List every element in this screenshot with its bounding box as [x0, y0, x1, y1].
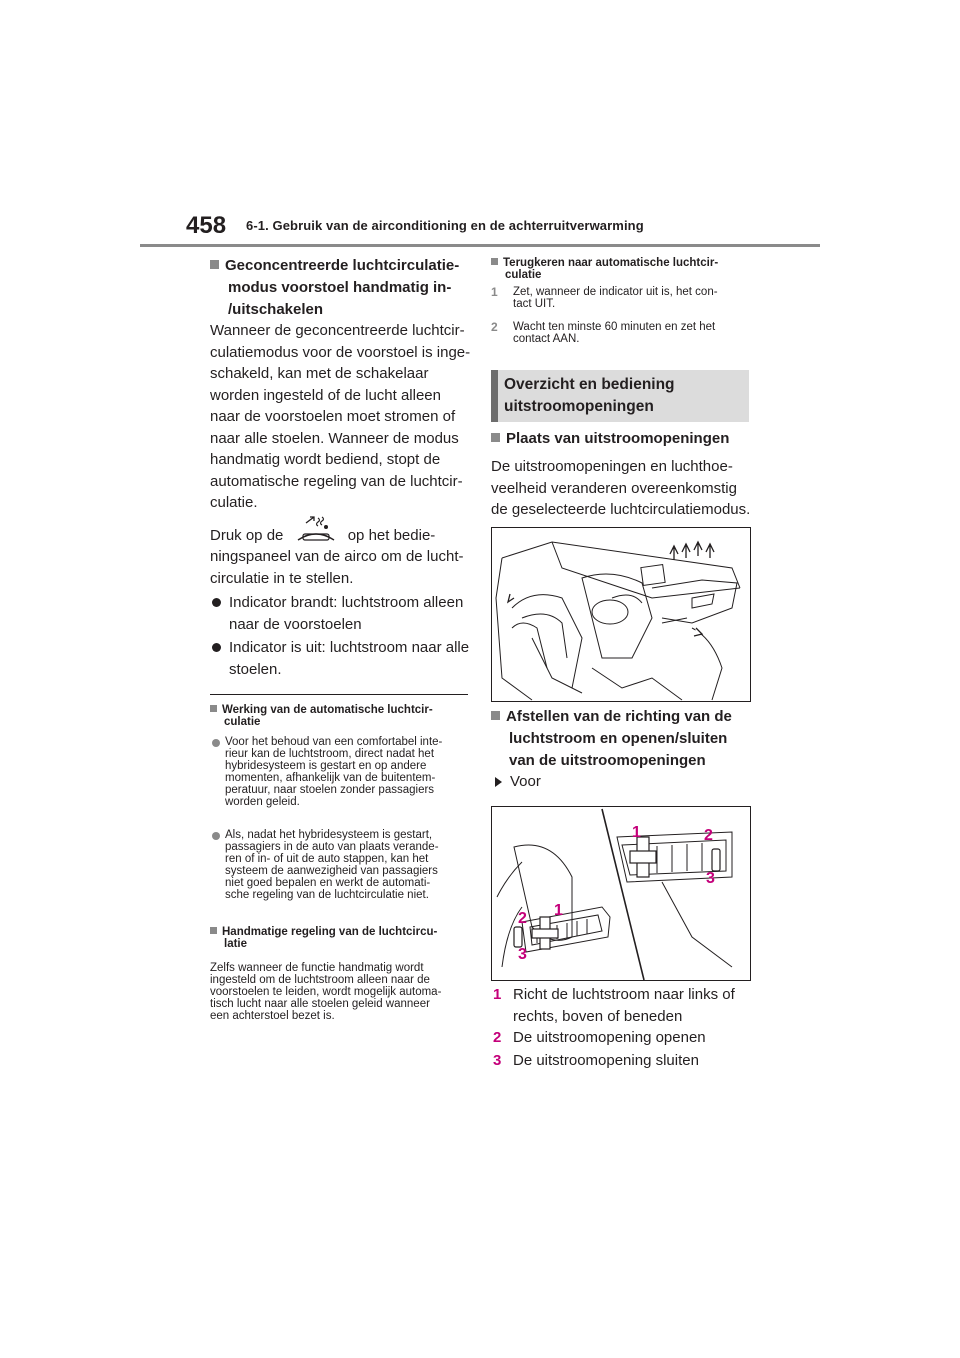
square-bullet-icon [210, 705, 217, 712]
note-automatic-heading: Werking van de automatische luchtcir- culatie [210, 704, 472, 728]
callout-label-1: 1 [632, 824, 641, 841]
note-automatic-item2: Als, nadat het hybridesysteem is gestart, passagiers in de auto van plaats verande- ren of in- of uit de auto stappen, kan het systeem de aanwezigheid van passagiers niet goed bepalen en werkt de automati- sche regeling van de luchtcirculatie niet. [225, 829, 439, 901]
square-bullet-icon [491, 711, 500, 720]
note-return-heading: Terugkeren naar automatische luchtcir- culatie [491, 257, 753, 281]
bullet-dot-icon [212, 832, 220, 840]
sub-heading-adjust: Afstellen van de richting van de luchtstroom en openen/sluiten van de uitstroomopeningen [491, 706, 753, 772]
front-seat-airflow-button-icon [288, 514, 344, 542]
left-paragraph: Wanneer de geconcentreerde luchtcir- culatiemodus voor de voorstoel is inge- schakeld, kan met de schakelaar worden ingesteld of de lucht alleen naar de voorstoelen moet stromen of naar alle stoelen. Wanneer de modus handmatig wordt bediend, stopt de automatische regeling van de luchtcir- culatie. [210, 322, 471, 511]
notes-divider [210, 694, 468, 695]
header-section-title: 6-1. Gebruik van de airconditioning en de achterruitverwarming [246, 218, 644, 233]
bullet-dot-icon [212, 643, 221, 652]
callout-label-3: 3 [518, 946, 527, 963]
square-bullet-icon [491, 258, 498, 265]
press-instruction-rest: ningspaneel van de airco om de lucht- circulatie in te stellen. [210, 548, 464, 587]
note-automatic-item1: Voor het behoud van een comfortabel inte- rieur kan de luchtstroom, direct nadat het hybridesysteem is gestart en op andere momenten, afhankelijk van de buitentem- peratuur, naar stoelen zonder passagiers worden geleid. [225, 736, 443, 808]
callout-item-3: 3 De uitstroomopening sluiten [493, 1052, 699, 1069]
callout-label-3: 3 [706, 870, 715, 887]
sub-heading-locations: Plaats van uitstroomopeningen [491, 428, 753, 450]
header-divider [140, 244, 820, 247]
section-title: Overzicht en bediening uitstroomopeningen [504, 376, 675, 415]
callout-label-2: 2 [518, 910, 527, 927]
press-instruction: Druk op de op het bedie- [210, 514, 480, 547]
square-bullet-icon [210, 927, 217, 934]
bullet-indicator-off: Indicator is uit: luchtstroom naar alle stoelen. [229, 639, 470, 678]
square-bullet-icon [210, 260, 219, 269]
note-manual-text: Zelfs wanneer de functie handmatig wordt ingesteld om de luchtstroom alleen naar de voorstoelen te leiden, wordt mogelijk automa- tisch lucht naar alle stoelen geleid wanneer een achterstoel bezet is. [210, 962, 442, 1022]
bullet-indicator-on: Indicator brandt: luchtstroom alleen naar de voorstoelen [229, 594, 464, 633]
callout-item-2: 2 De uitstroomopening openen [493, 1029, 706, 1046]
callout-label-1: 1 [554, 902, 563, 919]
callout-item-1: 1 Richt de luchtstroom naar links of rechts, boven of beneden [493, 986, 735, 1025]
bullet-dot-icon [212, 739, 220, 747]
section-header-bar [491, 370, 498, 422]
triangle-bullet-icon [495, 777, 502, 787]
left-heading: Geconcentreerde luchtcirculatie- modus voorstoel handmatig in- /uitschakelen [210, 255, 480, 321]
step-1: 1 Zet, wanneer de indicator uit is, het con- tact UIT. [491, 285, 718, 310]
square-bullet-icon [491, 433, 500, 442]
car-interior-vents-illustration [491, 527, 751, 702]
sub-text-locations: De uitstroomopeningen en luchthoe- veelheid veranderen overeenkomstig de geselecteerde luchtcirculatiemodus. [491, 458, 751, 518]
bullet-dot-icon [212, 598, 221, 607]
page-number: 458 [186, 212, 227, 239]
sub-item-front: Voor [510, 773, 541, 790]
callout-label-2: 2 [704, 827, 713, 844]
front-vents-illustration [491, 806, 751, 981]
note-manual-heading: Handmatige regeling van de luchtcircu- latie [210, 926, 472, 950]
step-2: 2 Wacht ten minste 60 minuten en zet het contact AAN. [491, 320, 716, 345]
